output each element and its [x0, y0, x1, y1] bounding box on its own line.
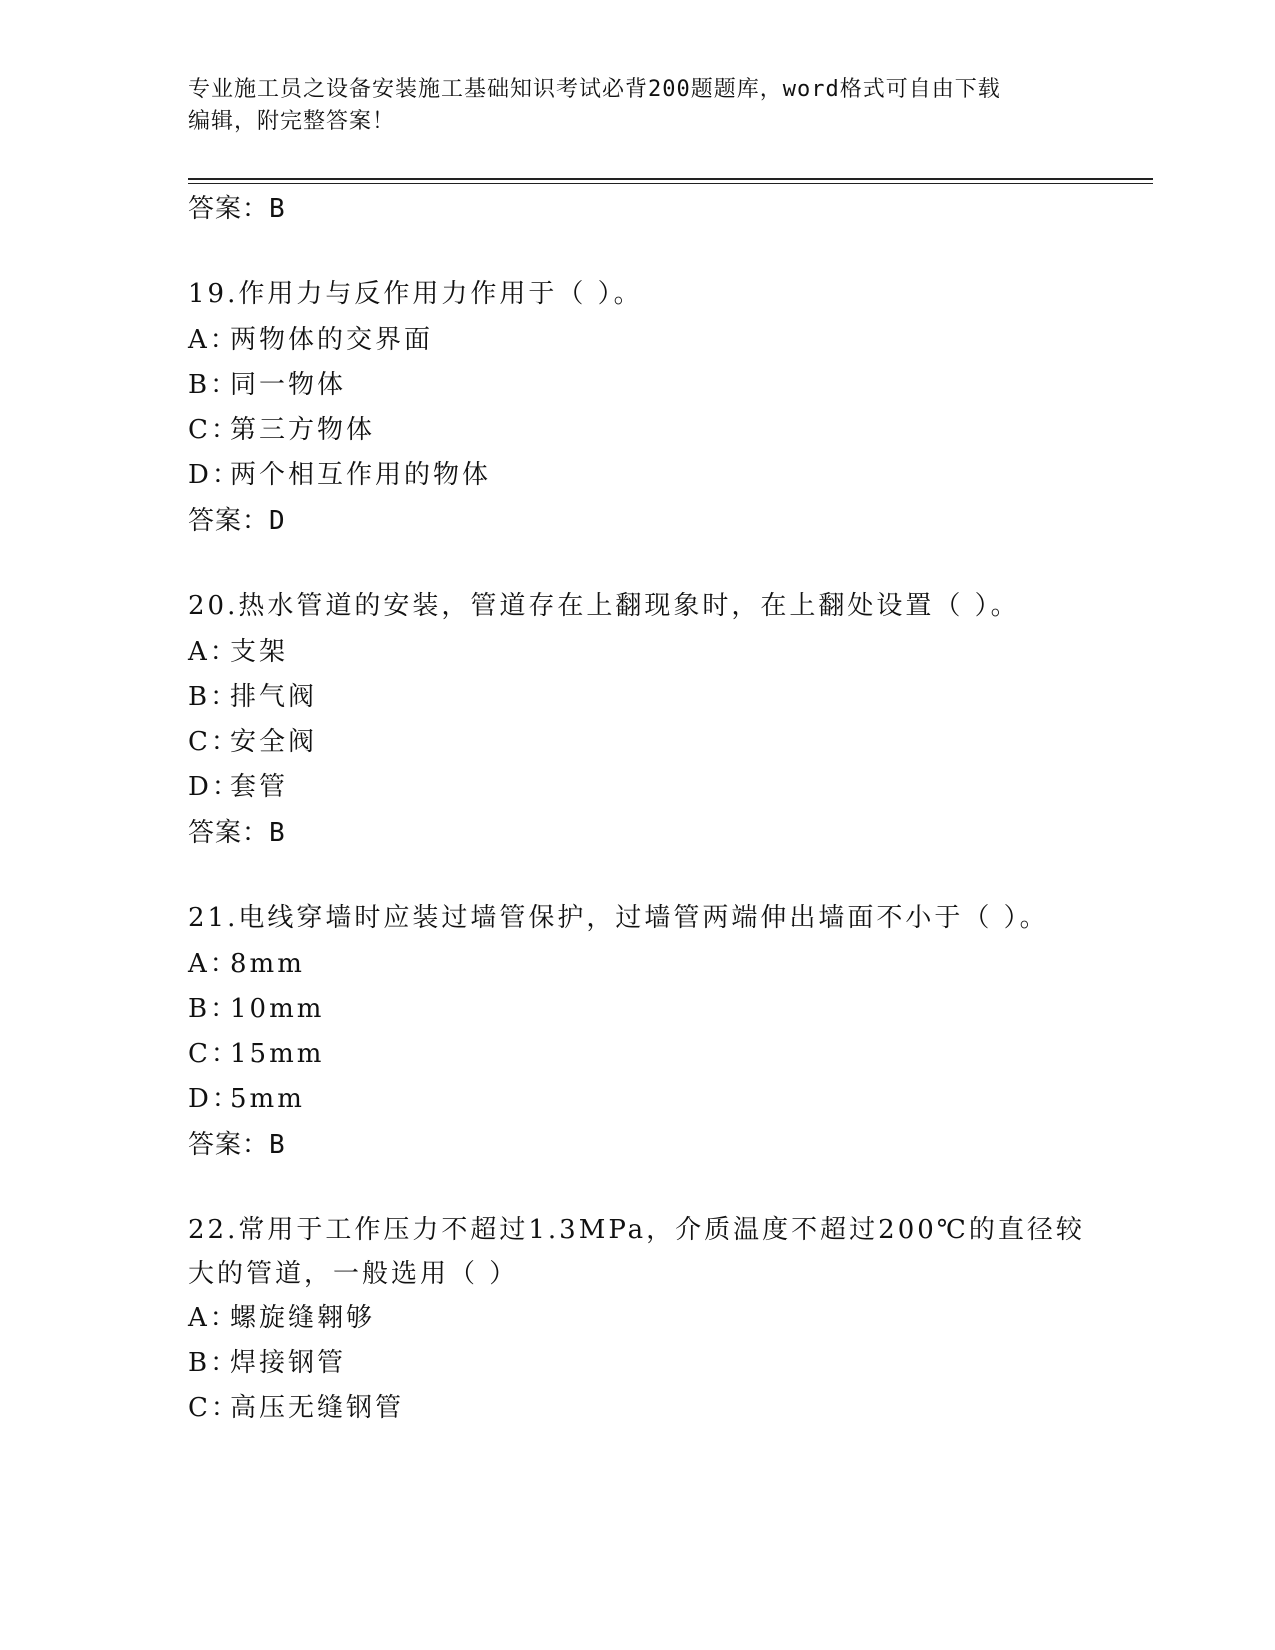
option-c — [188, 1386, 1148, 1431]
question-stem: 19.作用力与反作用力作用于（ ）。 — [188, 279, 643, 309]
option-letter: D： — [188, 1084, 241, 1114]
answer-line: 答案：D — [188, 506, 286, 536]
option-a — [188, 942, 1148, 987]
option-b — [188, 363, 1148, 408]
option-c — [188, 720, 1148, 765]
option-text: 螺旋缝翱够 — [230, 1303, 376, 1333]
option-letter: C： — [188, 1393, 240, 1423]
question-list — [188, 186, 1148, 1471]
option-text: 焊接钢管 — [230, 1348, 347, 1378]
option-letter: B： — [188, 682, 240, 712]
option-a — [188, 318, 1148, 363]
option-b — [188, 1341, 1148, 1386]
option-letter: B： — [188, 370, 240, 400]
option-b — [188, 675, 1148, 720]
header-line-2: 编辑，附完整答案！ — [188, 109, 396, 134]
option-text: 10mm — [230, 994, 325, 1024]
option-d — [188, 765, 1148, 810]
option-letter: B： — [188, 994, 240, 1024]
question-22 — [188, 1208, 1148, 1431]
option-a — [188, 1296, 1148, 1341]
page-header — [188, 74, 1088, 138]
option-text: 15mm — [230, 1039, 325, 1069]
header-rule-thin — [188, 183, 1153, 184]
answer-line: 答案：B — [188, 194, 286, 224]
option-text: 第三方物体 — [230, 415, 376, 445]
option-letter: C： — [188, 415, 240, 445]
question-20 — [188, 584, 1148, 856]
option-c — [188, 1032, 1148, 1077]
option-text: 5mm — [230, 1084, 305, 1114]
option-text: 套管 — [230, 772, 289, 802]
option-text: 8mm — [230, 949, 305, 979]
option-text: 支架 — [230, 637, 289, 667]
option-text: 安全阀 — [230, 727, 318, 757]
option-letter: A： — [188, 325, 239, 355]
option-letter: A： — [188, 1303, 239, 1333]
option-text: 高压无缝钢管 — [230, 1393, 405, 1423]
answer-line: 答案：B — [188, 1130, 286, 1160]
option-letter: A： — [188, 637, 239, 667]
question-stem: 22.常用于工作压力不超过1.3MPa，介质温度不超过200℃的直径较大的管道，一般选用（ ） — [188, 1215, 1085, 1289]
question-21 — [188, 896, 1148, 1168]
header-line-1: 专业施工员之设备安装施工基础知识考试必背200题题库，word格式可自由下载 — [188, 77, 1001, 102]
option-text: 排气阀 — [230, 682, 318, 712]
option-letter: D： — [188, 772, 241, 802]
question-19 — [188, 272, 1148, 544]
option-letter: A： — [188, 949, 239, 979]
option-a — [188, 630, 1148, 675]
option-letter: C： — [188, 1039, 240, 1069]
option-letter: C： — [188, 727, 240, 757]
header-rule-thick — [188, 178, 1153, 180]
option-text: 两个相互作用的物体 — [230, 460, 492, 490]
question-stem: 20.热水管道的安装，管道存在上翻现象时，在上翻处设置（ ）。 — [188, 591, 1020, 621]
option-d — [188, 453, 1148, 498]
option-d — [188, 1077, 1148, 1122]
option-c — [188, 408, 1148, 453]
option-text: 同一物体 — [230, 370, 347, 400]
answer-line: 答案：B — [188, 818, 286, 848]
option-letter: D： — [188, 460, 241, 490]
option-letter: B： — [188, 1348, 240, 1378]
option-b — [188, 987, 1148, 1032]
question-stem: 21.电线穿墙时应装过墙管保护，过墙管两端伸出墙面不小于（ ）。 — [188, 903, 1049, 933]
option-text: 两物体的交界面 — [230, 325, 434, 355]
